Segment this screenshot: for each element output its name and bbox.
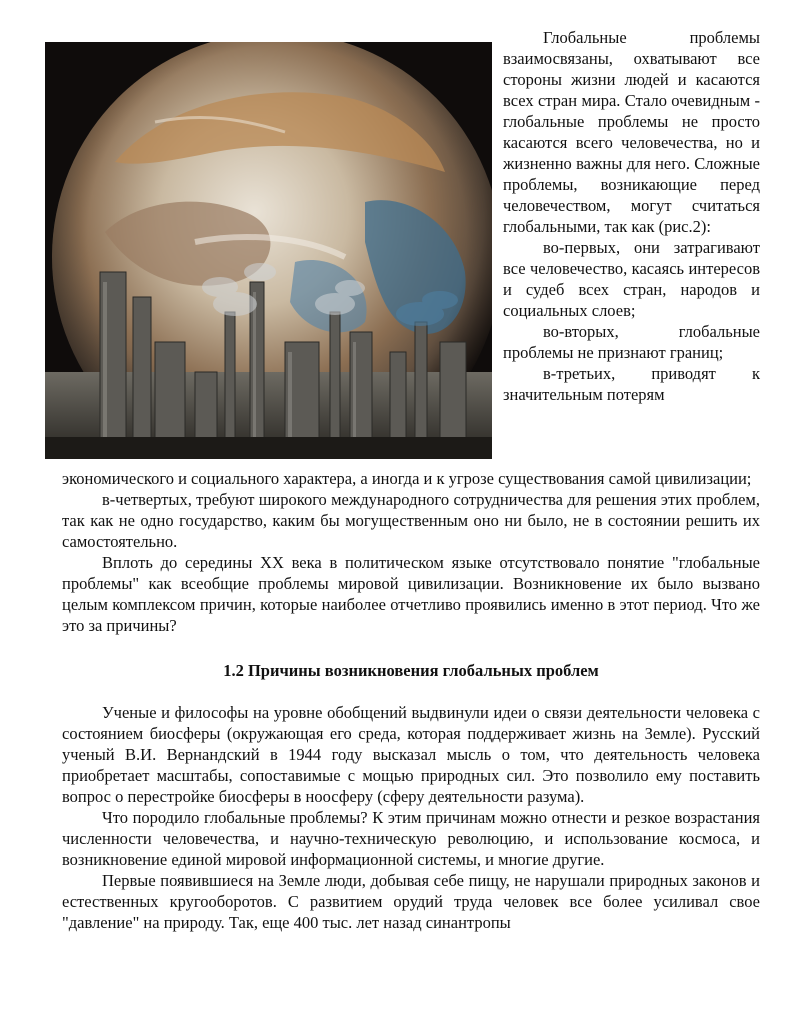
paragraph-fourthly: в-четвертых, требуют широкого международного сотрудничества для решения этих проблем, так как не одно государство, каким бы могущественным оно ни было, не в состоянии решить их самостоятельно.: [62, 490, 760, 551]
paragraph-first-people: Первые появившиеся на Земле люди, добывая себе пищу, не нарушали природных законов и естественных кругооборотов. С развитием орудий труда человек все более усиливал свое "давление" на природу. Так, еще 400 тыс. лет назад синантропы: [62, 871, 760, 932]
paragraph-thirdly-end: экономического и социального характера, а иногда и к угрозе существования самой цивилизации;: [62, 469, 752, 488]
section-heading: 1.2 Причины возникновения глобальных проблем: [223, 661, 599, 680]
paragraph-thirdly-start: в-третьих, приводят к значительным потерям: [503, 364, 760, 404]
paragraph-causes: Что породило глобальные проблемы? К этим причинам можно отнести и резкое возрастания численности человечества, и научно-техническую революцию, и использование космоса, и возникновение единой мировой информационной системы, и многие другие.: [62, 808, 760, 869]
right-text-column: [503, 27, 760, 405]
paragraph-global-problems-intro: Глобальные проблемы взаимосвязаны, охватывают все стороны жизни людей и касаются всех стран мира. Стало очевидным - глобальные проблемы не просто касаются всего человечества, но и жизненно важны для него. Сложные проблемы, возникающие перед человечеством, могут считаться глобальными, так как (рис.2):: [503, 28, 760, 236]
earth-pollution-illustration: [45, 42, 492, 459]
paragraph-firstly: во-первых, они затрагивают все человечество, касаясь интересов и судеб всех стран, народов и социальных слоев;: [503, 238, 760, 320]
main-text-column: [62, 468, 760, 933]
paragraph-secondly: во-вторых, глобальные проблемы не признают границ;: [503, 322, 760, 362]
paragraph-twentieth-century: Вплоть до середины XX века в политическом языке отсутствовало понятие "глобальные проблемы" как всеобщие проблемы мировой цивилизации. Возникновение их было вызвано целым комплексом причин, которые наиболее отчетливо проявились именно в этот период. Что же это за причины?: [62, 553, 760, 635]
earth-industry-figure: [45, 42, 492, 459]
paragraph-scientists-biosphere: Ученые и философы на уровне обобщений выдвинули идеи о связи деятельности человека с состоянием биосферы (окружающая его среда, которая поддерживает жизнь на Земле). Русский ученый В.И. Вернандский в 1944 году высказал мысль о том, что деятельность человека приобретает масштабы, сопоставимые с мощью природных сил. Это позволило ему поставить вопрос о перестройке биосферы в ноосферу (сферу деятельности разума).: [62, 703, 760, 806]
